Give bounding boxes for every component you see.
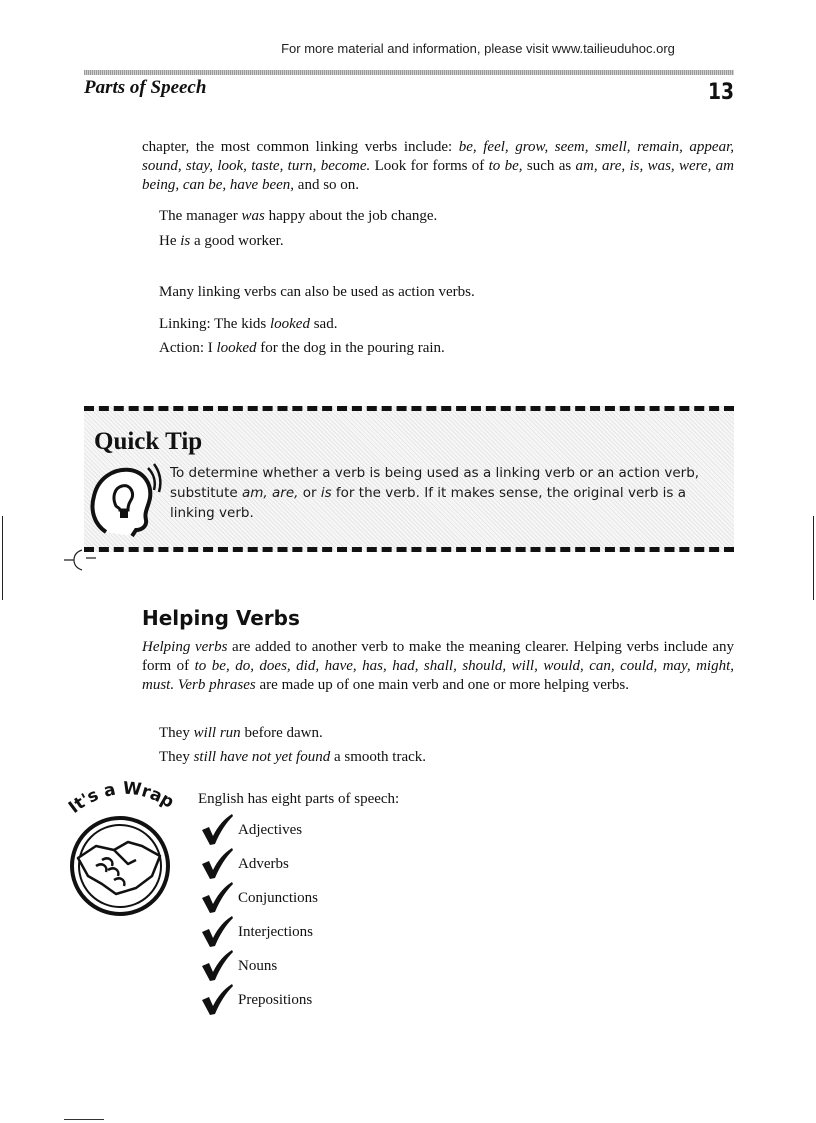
example-sentence: The manager was happy about the job change. xyxy=(159,208,438,224)
crop-mark xyxy=(2,516,3,600)
checkmark-icon xyxy=(200,880,234,914)
footer-rule xyxy=(64,1119,104,1120)
badge-label: It's a Wrap xyxy=(65,780,178,818)
running-title: Parts of Speech xyxy=(84,77,207,98)
example-sentence: They will run before dawn. xyxy=(159,725,323,741)
example-sentence: They still have not yet found a smooth track. xyxy=(159,749,427,765)
checkmark-icon xyxy=(200,846,234,880)
quick-tip-text: To determine whether a verb is being used as a linking verb or an action verb, substitute am, are, or is for the verb. If it makes sense, the original verb is a linking verb. xyxy=(170,465,700,521)
checkmark-icon xyxy=(200,948,234,982)
list-item: Interjections xyxy=(238,924,313,940)
header-rule xyxy=(84,70,734,75)
its-a-wrap-badge xyxy=(62,780,182,920)
list-item: Prepositions xyxy=(238,992,313,1008)
quick-tip-title: Quick Tip xyxy=(94,428,203,455)
wrap-intro: English has eight parts of speech: xyxy=(198,791,400,807)
linking-action-note: Many linking verbs can also be used as action verbs. xyxy=(159,284,475,300)
list-item: Adverbs xyxy=(238,856,289,872)
list-item: Conjunctions xyxy=(238,890,319,906)
checkmark-icon xyxy=(200,812,234,846)
crop-mark-icon xyxy=(62,548,102,572)
checkmark-icon xyxy=(200,982,234,1016)
list-item: Adjectives xyxy=(238,822,303,838)
example-sentence: He is a good worker. xyxy=(159,233,284,249)
crop-mark xyxy=(813,516,814,600)
helping-verbs-paragraph: Helping verbs are added to another verb to make the meaning clearer. Helping verbs include any form of to be, do, does, did, have, has, had, shall, should, will, would, can, could, may, might, must. Verb phrases are made up of one main verb and one or more helping verbs. xyxy=(142,639,735,693)
example-sentence: Linking: The kids looked sad. xyxy=(159,316,338,332)
checkmark-icon xyxy=(200,914,234,948)
page-number: 13 xyxy=(707,80,734,105)
source-note: For more material and information, please visit www.tailieuduhoc.org xyxy=(281,41,675,56)
section-heading: Helping Verbs xyxy=(142,606,300,630)
lightbulb-head-icon xyxy=(86,460,162,540)
example-sentence: Action: I looked for the dog in the pouring rain. xyxy=(159,340,445,356)
list-item: Nouns xyxy=(238,958,278,974)
linking-verbs-paragraph: chapter, the most common linking verbs include: be, feel, grow, seem, smell, remain, appear, sound, stay, look, taste, turn, become. Look for forms of to be, such as am, are, is, was, were, am being, can be, have been, and so on. xyxy=(142,139,735,193)
